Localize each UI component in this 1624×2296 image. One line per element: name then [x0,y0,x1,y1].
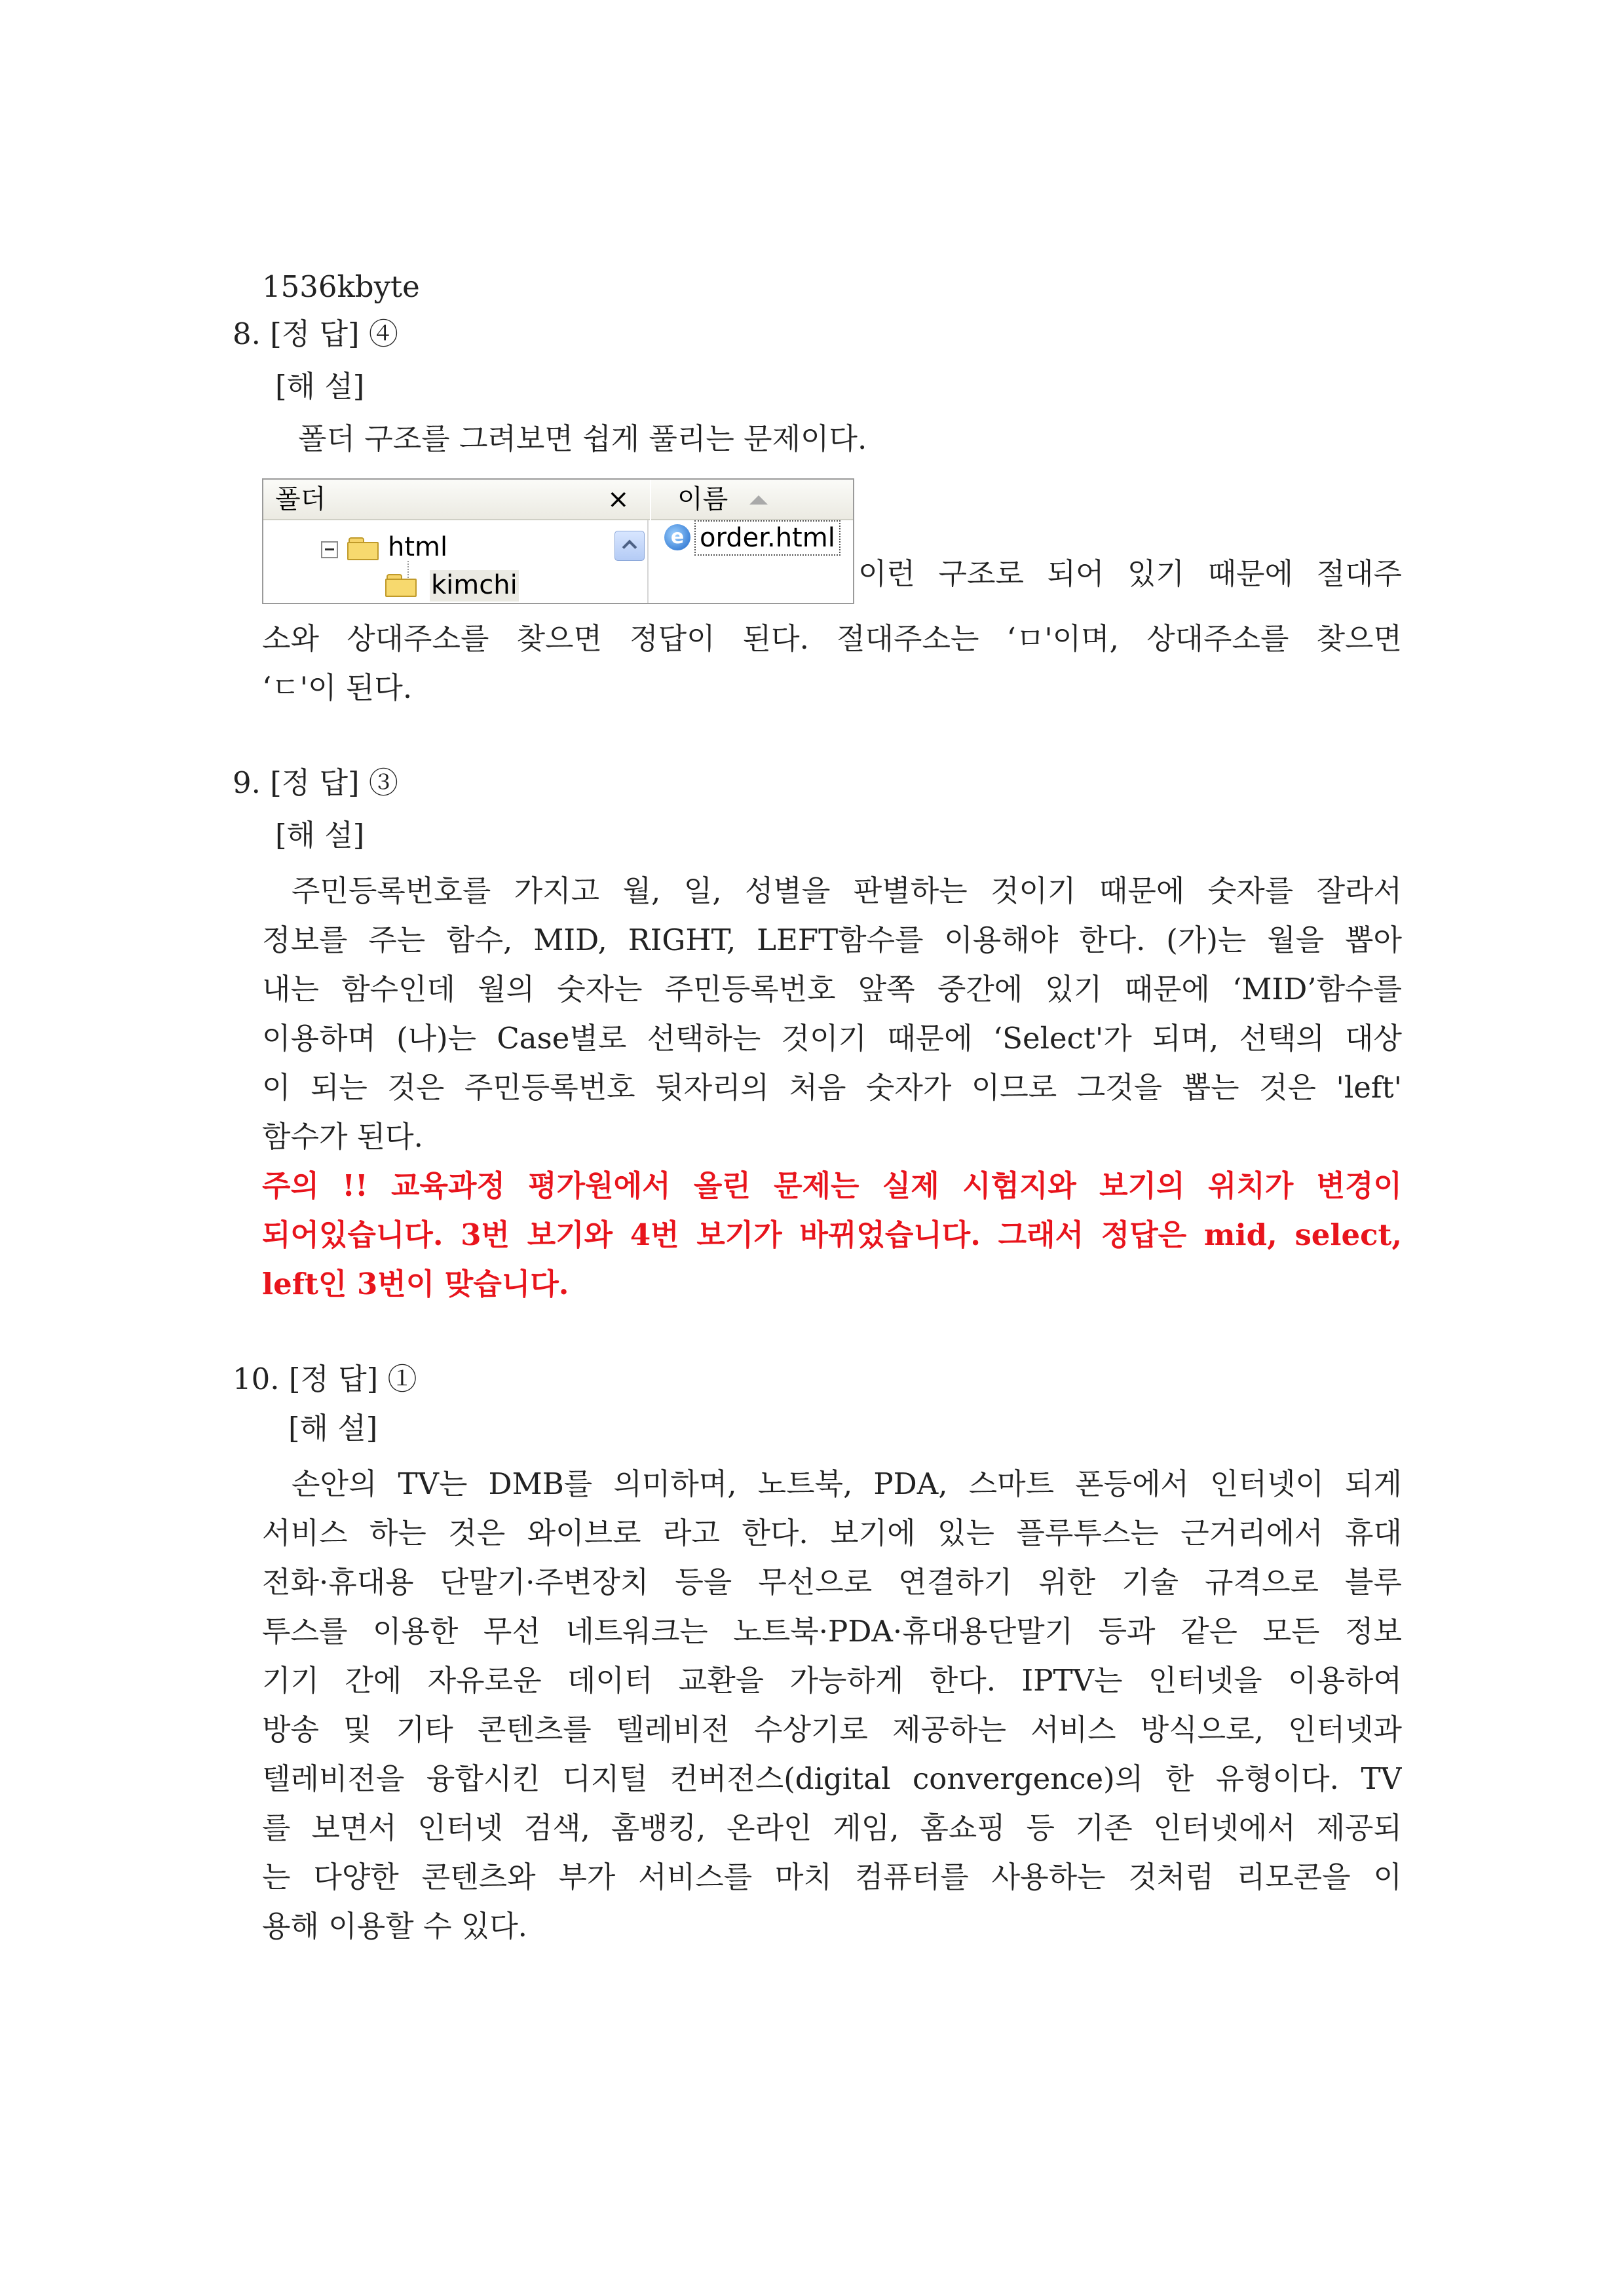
close-icon[interactable]: × [607,484,630,514]
text-line: 내는 함수인데 월의 숫자는 주민등록번호 앞쪽 중간에 있기 때문에 ‘MID’함수를 [262,972,1402,1006]
tree-item-html[interactable]: html [388,532,448,562]
answer-heading-9: 9. [정 답] ③ [233,765,398,800]
answer-heading-8: 8. [정 답] ④ [233,316,398,351]
text-line: 전화·휴대용 단말기·주변장치 등을 무선으로 연결하기 위한 기술 규격으로 블루 [262,1565,1402,1599]
ie-file-icon: e [664,524,690,550]
name-header-label: 이름 [677,484,728,514]
warning-note: 주의 !! 교육과정 평가원에서 올린 문제는 실제 시험지와 보기의 위치가 변경이 [262,1168,1402,1203]
folder-structure-screenshot [262,478,854,604]
file-name-label[interactable]: order.html [694,520,840,556]
text-line: 소와 상대주소를 찾으면 정답이 된다. 절대주소는 ‘ㅁ'이며, 상대주소를 찾으면 [262,621,1402,656]
text-line: 1536kbyte [262,269,420,304]
answer-heading-10: 10. [정 답] ① [233,1362,417,1396]
folder-icon [347,537,379,560]
folder-header-label: 폴더 [275,484,326,514]
folder-icon [385,574,417,596]
name-pane-header[interactable] [651,480,853,520]
tree-item-kimchi[interactable]: kimchi [431,570,518,600]
explanation-label: [해 설] [288,1411,378,1445]
explanation-label: [해 설] [275,369,365,404]
pane-divider [647,520,649,603]
text-line: 는 다양한 콘텐츠와 부가 서비스를 마치 컴퓨터를 사용하는 것처럼 리모콘을 이 [262,1860,1402,1894]
folder-pane-header [263,480,650,520]
explanation-label: [해 설] [275,818,365,852]
sort-arrow-icon [749,495,768,505]
text-line: 이용하며 (나)는 Case별로 선택하는 것이기 때문에 ‘Select'가 되며, 선택의 대상 [262,1021,1402,1056]
text-line: 함수가 된다. [262,1119,423,1154]
text-line: 이런 구조로 되어 있기 때문에 절대주 [858,556,1402,591]
warning-note: 되어있습니다. 3번 보기와 4번 보기가 바뀌었습니다. 그래서 정답은 mid, select, [262,1217,1402,1252]
text-line: 투스를 이용한 무선 네트워크는 노트북·PDA·휴대용단말기 등과 같은 모든 정보 [262,1614,1402,1649]
text-line: 기기 간에 자유로운 데이터 교환을 가능하게 한다. IPTV는 인터넷을 이용하여 [262,1663,1402,1698]
text-line: 정보를 주는 함수, MID, RIGHT, LEFT함수를 이용해야 한다. (가)는 월을 뽑아 [262,923,1402,957]
text-line: ‘ㄷ'이 된다. [262,670,413,705]
text-line: 폴더 구조를 그려보면 쉽게 풀리는 문제이다. [298,421,867,456]
folder-pane [263,480,650,603]
text-line: 를 보면서 인터넷 검색, 홈뱅킹, 온라인 게임, 홈쇼핑 등 기존 인터넷에서 제공되 [262,1810,1402,1845]
warning-note: left인 3번이 맞습니다. [262,1267,569,1301]
text-line: 이 되는 것은 주민등록번호 뒷자리의 처음 숫자가 이므로 그것을 뽑는 것은 'left' [262,1070,1402,1105]
text-line: 서비스 하는 것은 와이브로 라고 한다. 보기에 있는 플루투스는 근거리에서 휴대 [262,1516,1402,1550]
name-pane [651,480,853,603]
text-line: 용해 이용할 수 있다. [262,1909,527,1943]
text-line: 텔레비전을 융합시킨 디지털 컨버전스(digital convergence)의 한 유형이다. TV [262,1761,1402,1796]
scroll-up-icon[interactable] [614,531,645,561]
text-line: 방송 및 기타 콘텐츠를 텔레비전 수상기로 제공하는 서비스 방식으로, 인터넷과 [262,1712,1402,1747]
collapse-icon[interactable] [321,541,338,558]
text-line: 손안의 TV는 DMB를 의미하며, 노트북, PDA, 스마트 폰등에서 인터넷이 되게 [292,1466,1402,1501]
text-line: 주민등록번호를 가지고 월, 일, 성별을 판별하는 것이기 때문에 숫자를 잘라서 [292,873,1402,908]
